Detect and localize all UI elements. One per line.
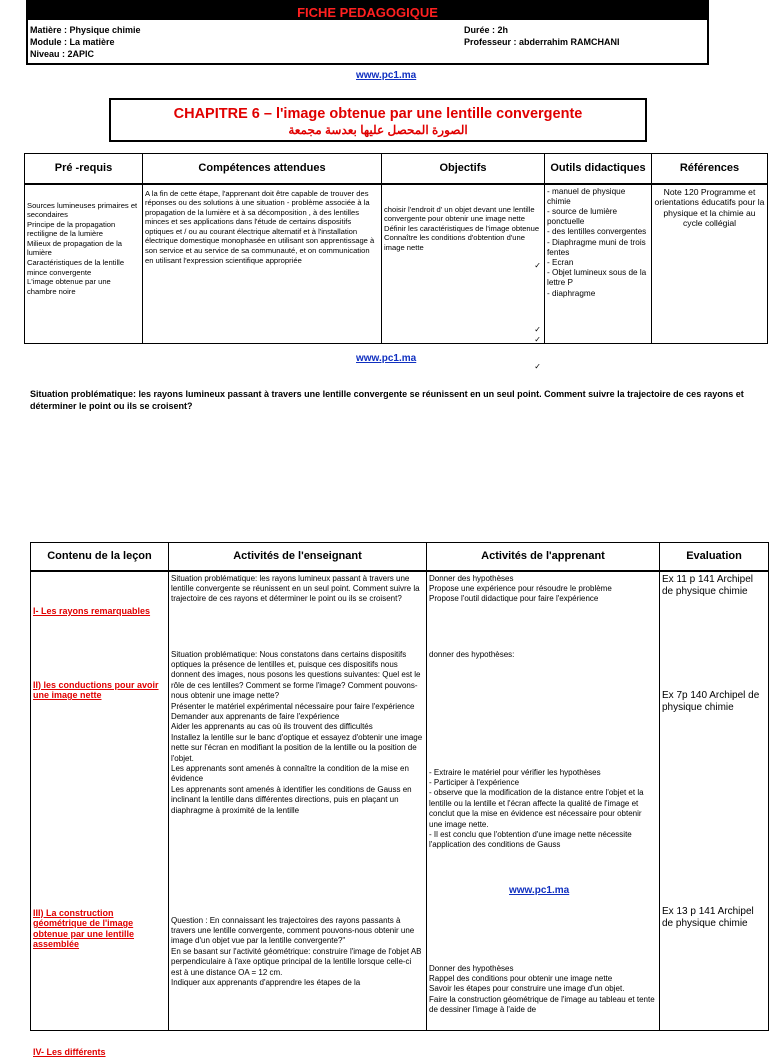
col-header-enseignant: Activités de l'enseignant <box>169 543 427 571</box>
enseignant-text: Demander aux apprenants de faire l'expérience <box>171 712 423 722</box>
apprenant-text: Donner des hypothèses <box>429 964 657 974</box>
outil-item: - manuel de physique chimie <box>547 187 649 207</box>
check-mark: ✓ <box>534 335 541 345</box>
site-link-top[interactable]: www.pc1.ma <box>356 70 416 81</box>
chapter-title-ar: الصورة المحصل عليها بعدسة مجمعة <box>111 123 645 137</box>
outil-item: - des lentilles convergentes <box>547 227 649 237</box>
contenu-section-1[interactable]: I- Les rayons remarquables <box>33 606 153 617</box>
prerequis-item: L'image obtenue par une chambre noire <box>27 277 140 296</box>
prerequis-item: Principe de la propagation rectiligne de la lumière <box>27 220 140 239</box>
col-header-apprenant: Activités de l'apprenant <box>427 543 660 571</box>
enseignant-cell <box>169 571 427 1031</box>
enseignant-text: Aider les apprenants au cas où ils trouvent des difficultés <box>171 722 423 732</box>
enseignant-block-1: Situation problématique: les rayons lumineux passant à travers une lentille convergente se réunissent en un seul point. Comment suivre la trajectoire de ces rayons et déterminer le point ou ils se croisent? <box>171 574 421 605</box>
contenu-section-4[interactable]: IV- Les différents <box>33 1047 163 1057</box>
apprenant-cell <box>427 571 660 1031</box>
col-header-prerequis: Pré -requis <box>25 154 143 184</box>
enseignant-block-3 <box>171 916 423 989</box>
planning-table <box>24 153 768 344</box>
contenu-section-2[interactable]: II) les conductions pour avoir une image nette <box>33 680 163 701</box>
lesson-table <box>30 542 769 1031</box>
apprenant-text: - Il est conclu que l'obtention d'une image nette nécessite l'application des conditions de Gauss <box>429 830 657 851</box>
apprenant-block-2a: donner des hypothèses: <box>429 650 657 660</box>
prerequis-item: Sources lumineuses primaires et secondaires <box>27 201 140 220</box>
apprenant-text: Rappel des conditions pour obtenir une image nette <box>429 974 657 984</box>
chapter-title-box <box>109 98 647 142</box>
apprenant-text: Savoir les étapes pour construire une image d'un objet. <box>429 984 657 994</box>
apprenant-block-1 <box>429 574 657 605</box>
enseignant-text: Situation problématique: Nous constatons dans certains dispositifs optiques la présence de lentilles et, puisque ces dispositifs nous donnent des images, nous posons les questions suivantes: Quel est le rôle de ces lentilles? Comment se forme l'image? Comment pouvons-nous obtenir une image nette? <box>171 650 423 702</box>
header-professeur: Professeur : abderrahim RAMCHANI <box>464 36 620 48</box>
apprenant-text: Propose l'outil didactique pour faire l'expérience <box>429 594 657 604</box>
evaluation-item-1: Ex 11 p 141 Archipel de physique chimie <box>662 574 762 599</box>
enseignant-text: Les apprenants sont amenés à connaître la condition de la mise en évidence <box>171 764 423 785</box>
evaluation-cell <box>660 571 769 1031</box>
apprenant-text: Propose une expérience pour résoudre le problème <box>429 584 657 594</box>
contenu-section-3[interactable]: III) La construction géométrique de l'image obtenue par une lentille assemblée <box>33 908 163 950</box>
objectif-item: Connaître les conditions d'obtention d'une image nette <box>384 233 542 252</box>
header-module: Module : La matière <box>30 36 115 48</box>
header-duree: Durée : 2h <box>464 24 508 36</box>
header-box <box>26 0 709 65</box>
site-link-bottom[interactable]: www.pc1.ma <box>509 886 569 896</box>
apprenant-text: Donner des hypothèses <box>429 574 657 584</box>
col-header-references: Références <box>652 154 768 184</box>
col-header-contenu: Contenu de la leçon <box>31 543 169 571</box>
outil-item: - Ecran <box>547 258 649 268</box>
check-mark: ✓ <box>534 325 541 335</box>
outil-item: - diaphragme <box>547 289 649 299</box>
site-link-middle[interactable]: www.pc1.ma <box>356 353 416 364</box>
enseignant-text: Les apprenants sont amenés à identifier les conditions de Gauss en inclinant la lentille dans différentes directions, puis en plaçant un diaphragme à proximité de la lentille <box>171 785 423 816</box>
evaluation-item-2: Ex 7p 140 Archipel de physique chimie <box>662 690 762 715</box>
enseignant-text: En se basant sur l'activité géométrique: construire l'image de l'objet AB perpendiculaire à l'axe optique principal de la lentille lorsque celle-ci est à une distance OA = 12 cm. <box>171 947 423 978</box>
competences-cell: A la fin de cette étape, l'apprenant doit être capable de trouver des réponses ou des solutions à une situation - problème associée à la propagation de la lumière et à sa décomposition , à des lentilles minces et ses applications dans l'étude de certains dispositifs optiques et / ou au courant électrique alternatif et à l'installation électrique domestique monophasée en utilisant son apprentissage à son service et au service de sa communauté, et on communication en utilisant l'expression scientifique appropriée <box>143 184 382 344</box>
evaluation-item-3: Ex 13 p 141 Archipel de physique chimie <box>662 906 762 931</box>
references-cell: Note 120 Programme et orientations éducatifs pour la physique et la chimie au cycle collégial <box>652 184 768 344</box>
apprenant-text: - observe que la modification de la distance entre l'objet et la lentille ou la lentille et l'écran affecte la qualité de l'image et conclut que la mise en évidence est nécessaire pour obtenir une image nette. <box>429 788 657 830</box>
enseignant-text: Présenter le matériel expérimental nécessaire pour faire l'expérience <box>171 702 423 712</box>
col-header-evaluation: Evaluation <box>660 543 769 571</box>
apprenant-text: Faire la construction géométrique de l'image au tableau et tente de dessiner l'image à l'aide de <box>429 995 657 1016</box>
objectifs-cell <box>382 184 545 344</box>
check-mark: ✓ <box>534 261 541 271</box>
enseignant-text: Indiquer aux apprenants d'apprendre les étapes de la <box>171 978 423 988</box>
col-header-outils: Outils didactiques <box>545 154 652 184</box>
enseignant-text: Installez la lentille sur le banc d'optique et essayez d'obtenir une image nette sur l'écran en modifiant la position de la lentille ou la position de l'objet. <box>171 733 423 764</box>
prerequis-item: Milieux de propagation de la lumière <box>27 239 140 258</box>
chapter-title-fr: CHAPITRE 6 – l'image obtenue par une lentille convergente <box>111 105 645 123</box>
prerequis-item: Caractéristiques de la lentille mince convergente <box>27 258 140 277</box>
enseignant-block-2 <box>171 650 423 817</box>
apprenant-text: - Extraire le matériel pour vérifier les hypothèses <box>429 768 657 778</box>
check-mark: ✓ <box>534 362 541 372</box>
outil-item: - source de lumière ponctuelle <box>547 207 649 227</box>
contenu-cell <box>31 571 169 1031</box>
col-header-objectifs: Objectifs <box>382 154 545 184</box>
header-title: FICHE PEDAGOGIQUE <box>28 2 707 20</box>
outil-item: - Diaphragme muni de trois fentes <box>547 238 649 258</box>
outils-cell <box>545 184 652 344</box>
objectif-item: Définir les caractéristiques de l'image obtenue <box>384 224 542 234</box>
apprenant-text: - Participer à l'expérience <box>429 778 657 788</box>
header-matiere: Matière : Physique chimie <box>30 24 141 36</box>
situation-problematique: Situation problématique: les rayons lumineux passant à travers une lentille convergente se réunissent en un seul point. Comment suivre la trajectoire de ces rayons et déterminer le point ou ils se croisent? <box>30 388 750 412</box>
apprenant-block-2b <box>429 768 657 851</box>
col-header-competences: Compétences attendues <box>143 154 382 184</box>
objectif-item: choisir l'endroit d' un objet devant une lentille convergente pour obtenir une image nette <box>384 205 542 224</box>
apprenant-block-3 <box>429 964 657 1016</box>
prerequis-cell <box>25 184 143 344</box>
enseignant-text: Question : En connaissant les trajectoires des rayons passants à travers une lentille convergente, comment pouvons-nous obtenir une image d'un objet vue par la lentille convergente?" <box>171 916 423 947</box>
header-niveau: Niveau : 2APIC <box>30 48 94 60</box>
outil-item: - Objet lumineux sous de la lettre P <box>547 268 649 288</box>
